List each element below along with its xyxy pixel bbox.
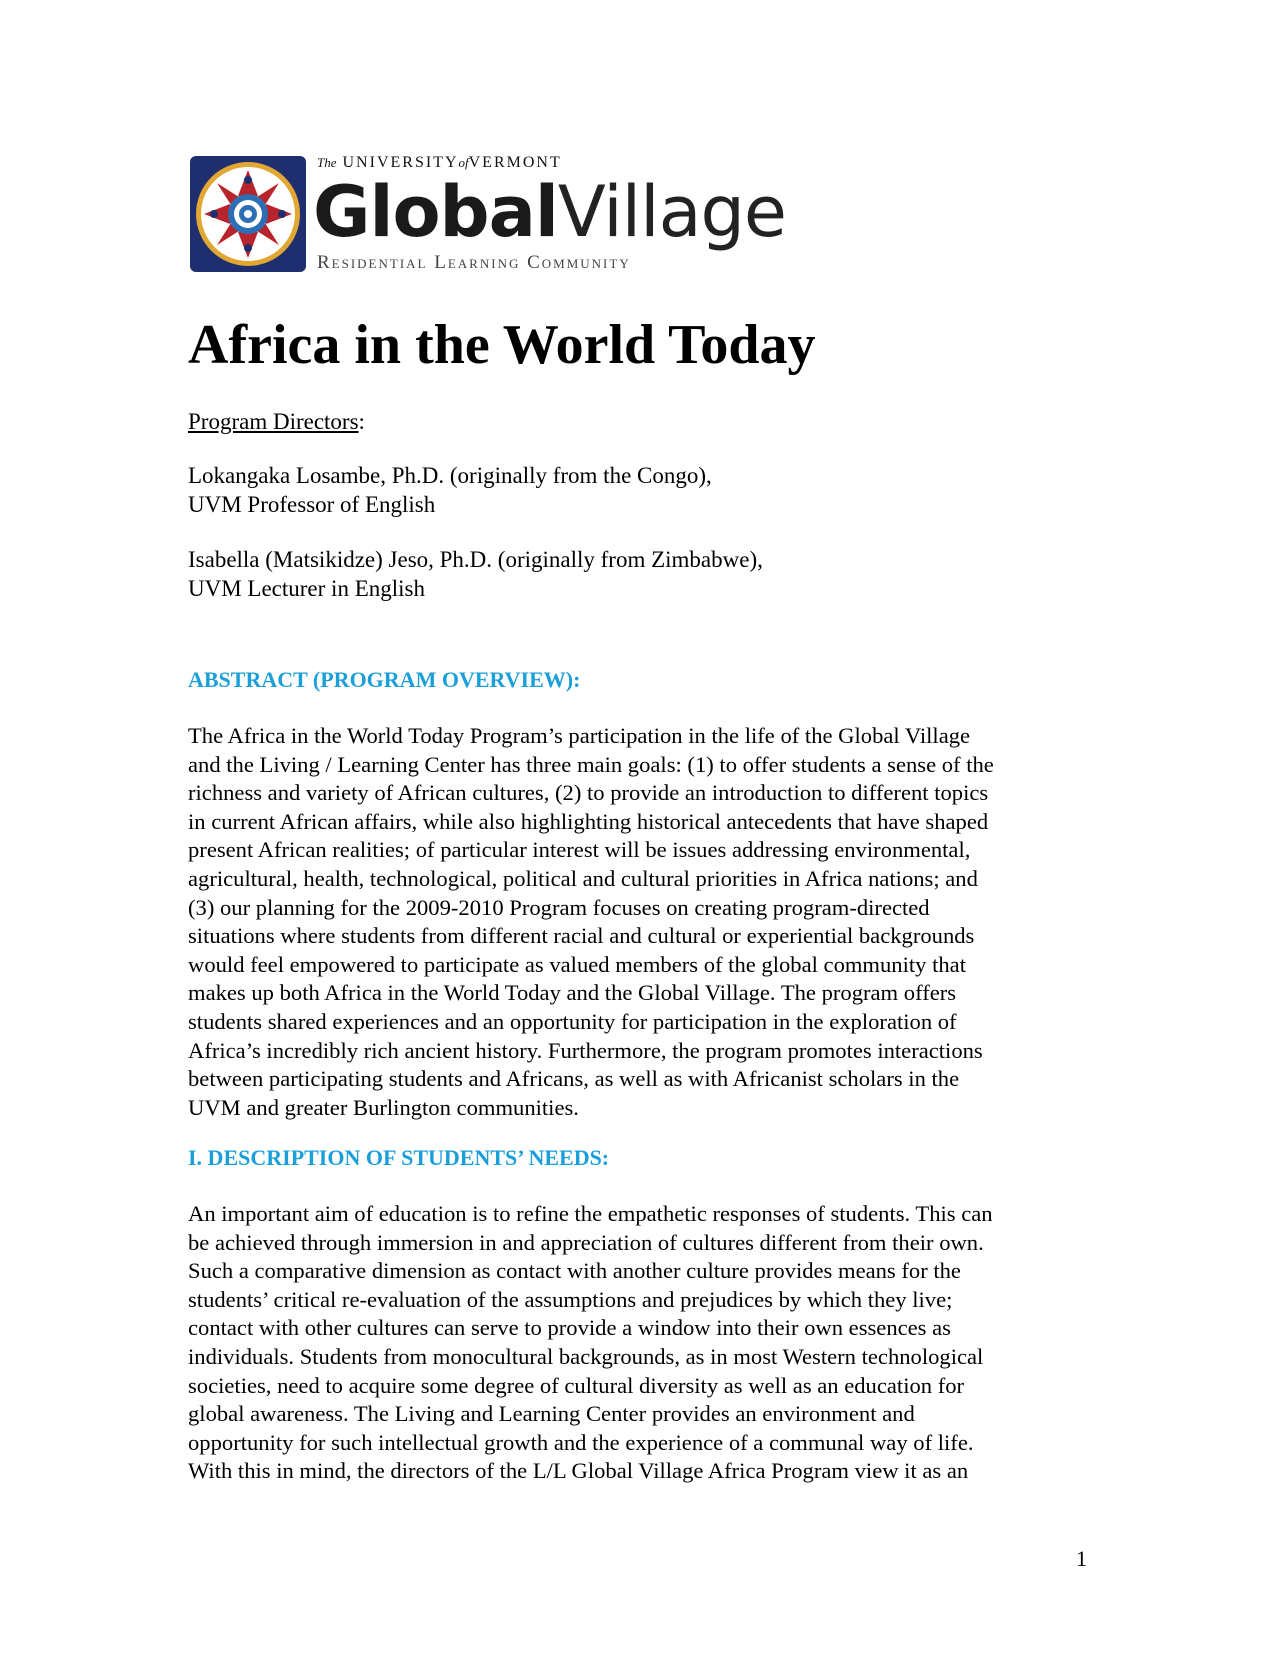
medallion-emblem-icon [190,156,306,272]
paragraph-line: students’ critical re-evaluation of the assumptions and prejudices by which they live; [188,1286,953,1312]
paragraph-line: between participating students and Africans, as well as with Africanist scholars in the [188,1066,960,1092]
paragraph-line: societies, need to acquire some degree of cultural diversity as well as an education for [188,1372,965,1398]
logo-subtitle: Residential Learning Community [317,252,631,273]
program-directors-label: Program Directors: [188,409,365,434]
global-village-wordmark: GlobalVillage [313,171,786,253]
section-heading-students-needs: I. DESCRIPTION OF STUDENTS’ NEEDS: [188,1145,610,1170]
paragraph-line: opportunity for such intellectual growth and the experience of a communal way of life. [188,1429,974,1455]
paragraph-line: Africa’s incredibly rich ancient history. Furthermore, the program promotes interactions [188,1037,983,1063]
page-title: Africa in the World Today [188,314,816,376]
paragraph-line: (3) our planning for the 2009-2010 Program focuses on creating program-directed [188,894,930,920]
abstract-paragraph [188,722,1088,1122]
paragraph-line: agricultural, health, technological, political and cultural priorities in Africa nations; and [188,865,978,891]
paragraph-line: The Africa in the World Today Program’s participation in the life of the Global Village [188,723,971,748]
page-number: 1 [1076,1546,1087,1571]
paragraph-line: UVM and greater Burlington communities. [188,1094,579,1120]
paragraph-line: and the Living / Learning Center has three main goals: (1) to offer students a sense of the [188,751,994,777]
students-needs-paragraph [188,1200,1088,1486]
paragraph-line: would feel empowered to participate as valued members of the global community that [188,951,966,977]
paragraph-line: richness and variety of African cultures, (2) to provide an introduction to different topics [188,780,989,806]
paragraph-line: be achieved through immersion in and appreciation of cultures different from their own. [188,1229,984,1255]
university-wordmark: The UNIVERSITYofVERMONT [317,154,562,171]
paragraph-line: Such a comparative dimension as contact with another culture provides means for the [188,1258,961,1284]
director-entry: Isabella (Matsikidze) Jeso, Ph.D. (originally from Zimbabwe), UVM Lecturer in English [188,547,763,601]
paragraph-line: With this in mind, the directors of the L/L Global Village Africa Program view it as an [188,1458,969,1484]
section-heading-abstract: ABSTRACT (PROGRAM OVERVIEW): [188,667,581,692]
paragraph-line: An important aim of education is to refine the empathetic responses of students. This can [188,1201,993,1226]
paragraph-line: global awareness. The Living and Learning Center provides an environment and [188,1401,915,1427]
paragraph-line: makes up both Africa in the World Today and the Global Village. The program offers [188,980,957,1006]
paragraph-line: in current African affairs, while also highlighting historical antecedents that have shaped [188,808,989,834]
paragraph-line: contact with other cultures can serve to provide a window into their own essences as [188,1315,951,1341]
paragraph-line: students shared experiences and an opportunity for participation in the exploration of [188,1008,957,1034]
global-village-logo [188,150,868,282]
director-entry: Lokangaka Losambe, Ph.D. (originally from the Congo), UVM Professor of English [188,463,712,517]
paragraph-line: present African realities; of particular interest will be issues addressing environmental, [188,837,971,863]
paragraph-line: individuals. Students from monocultural backgrounds, as in most Western technological [188,1343,984,1369]
paragraph-line: situations where students from different racial and cultural or experiential backgrounds [188,923,975,949]
